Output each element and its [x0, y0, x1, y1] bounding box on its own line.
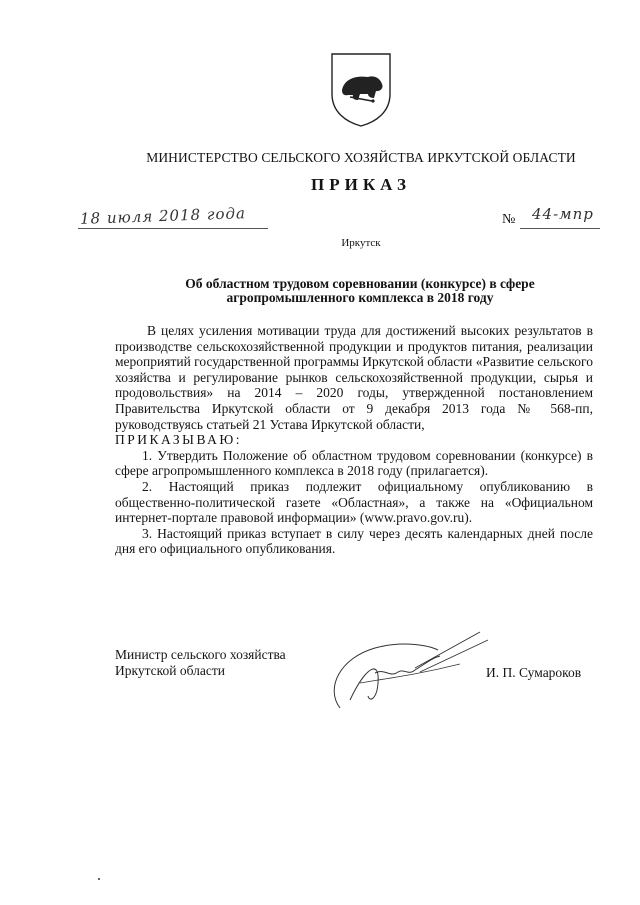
heading-line-1: Об областном трудовом соревновании (конкурсе) в сфере [185, 276, 535, 291]
order-heading [160, 277, 560, 305]
irkutsk-coat-of-arms-icon [316, 50, 406, 128]
scan-speck [98, 878, 100, 880]
ministry-name: МИНИСТЕРСТВО СЕЛЬСКОГО ХОЗЯЙСТВА ИРКУТСКОЙ ОБЛАСТИ [146, 150, 576, 165]
order-body [115, 323, 593, 557]
handwritten-order-number: 44-мпр [532, 205, 594, 223]
signer-title-line-1: Министр сельского хозяйства [115, 647, 286, 662]
document-type-title: ПРИКАЗ [311, 175, 411, 194]
order-item-3: 3. Настоящий приказ вступает в силу через десять календарных дней после дня его официального опубликования. [115, 525, 593, 557]
number-sign: № [502, 212, 516, 227]
date-underline [78, 228, 268, 229]
preamble-paragraph: В целях усиления мотивации труда для достижений высоких результатов в производстве сельскохозяйственной продукции и продуктов питания, реализации мероприятий государственной программы Иркутской области «Развитие сельского хозяйства и регулирование рынков сельскохозяйственной продукции, сырья и продовольствия» на 2014 – 2020 годы, утвержденной постановлением Правительства Иркутской области от 9 декабря 2013 года № 568-пп, руководствуясь статьей 21 Устава Иркутской области, [115, 323, 593, 432]
number-underline [520, 228, 600, 229]
prikazyvayu-line: ПРИКАЗЫВАЮ: [115, 432, 242, 448]
handwritten-date: 18 июля 2018 года [79, 204, 247, 228]
signer-name: И. П. Сумароков [486, 665, 582, 680]
signer-title-line-2: Иркутской области [115, 663, 226, 678]
signer-title [115, 647, 286, 679]
handwritten-signature [320, 628, 495, 718]
order-item-1: 1. Утвердить Положение об областном трудовом соревновании (конкурсе) в сфере агропромышленного комплекса в 2018 году (прилагается). [115, 447, 593, 479]
order-item-2: 2. Настоящий приказ подлежит официальному опубликованию в общественно-политической газете «Областная», а также на «Официальном интернет-портале правовой информации» (www.pravo.gov.ru). [115, 478, 593, 526]
heading-line-2: агропромышленного комплекса в 2018 году [226, 290, 494, 305]
city-name: Иркутск [341, 237, 381, 249]
